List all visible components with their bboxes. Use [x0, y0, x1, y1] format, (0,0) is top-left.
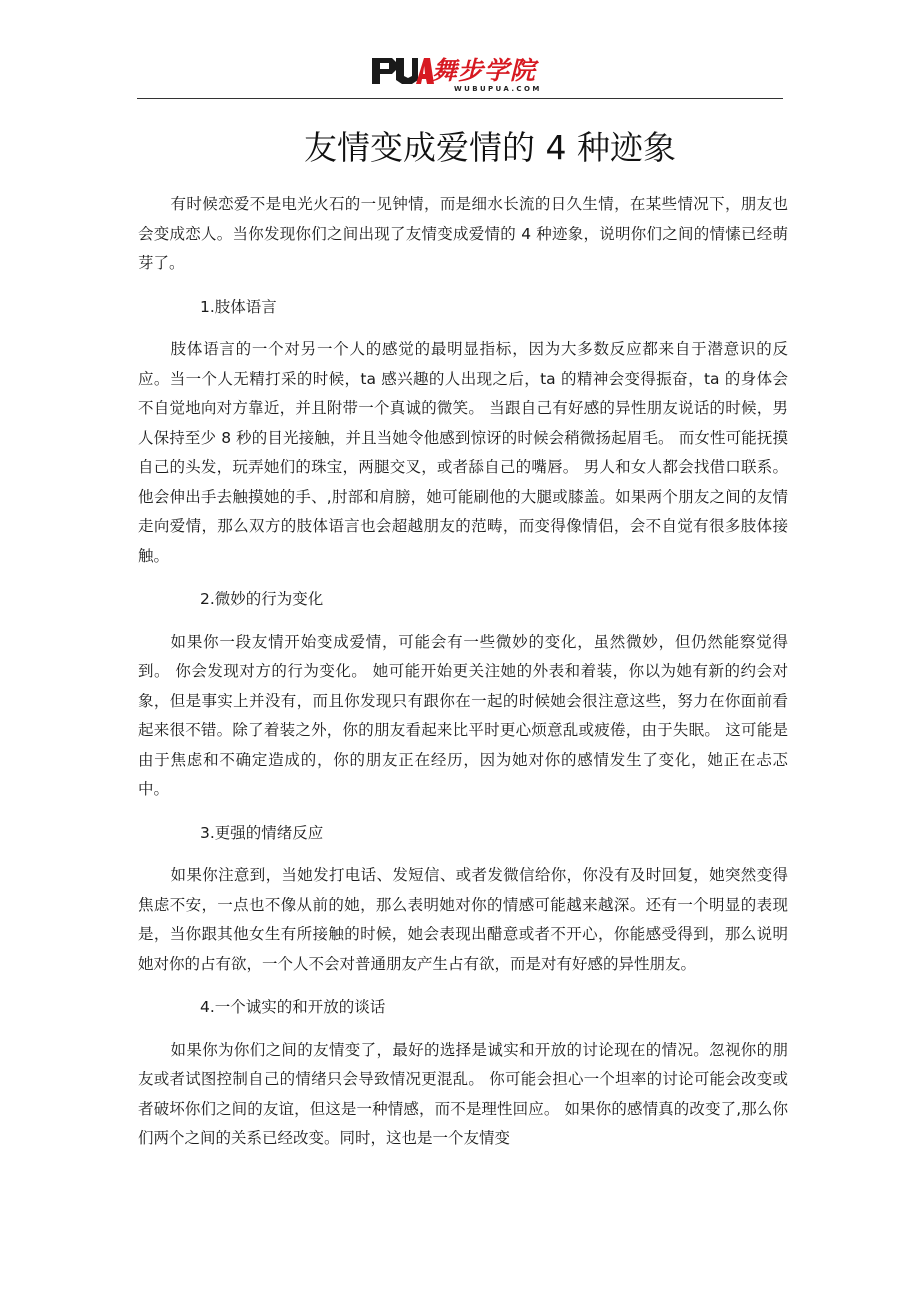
intro-paragraph: 有时候恋爱不是电光火石的一见钟情，而是细水长流的日久生情，在某些情况下，朋友也会变成恋人。当你发现你们之间出现了友情变成爱情的 4 种迹象，说明你们之间的情愫已经萌芽了。 — [138, 195, 788, 272]
logo-url-text: WUBUPUA.COM — [454, 85, 542, 93]
pua-logo-icon — [370, 56, 434, 86]
document-body — [138, 190, 788, 1154]
site-logo — [370, 56, 570, 92]
header-divider — [137, 98, 783, 99]
section-heading-2: 2.微妙的行为变化 — [200, 590, 324, 608]
section-body-3: 如果你注意到，当她发打电话、发短信、或者发微信给你，你没有及时回复，她突然变得焦虑不安，一点也不像从前的她，那么表明她对你的情感可能越来越深。还有一个明显的表现是，当你跟其他女生有所接触的时候，她会表现出醋意或者不开心，你能感受得到，那么说明她对你的占有欲，一个人不会对普通朋友产生占有欲，而是对有好感的异性朋友。 — [138, 866, 788, 973]
section-body-1: 肢体语言的一个对另一个人的感觉的最明显指标，因为大多数反应都来自于潜意识的反应。当一个人无精打采的时候，ta 感兴趣的人出现之后，ta 的精神会变得振奋，ta 的身体会不自觉地向对方靠近，并且附带一个真诚的微笑。 当跟自己有好感的异性朋友说话的时候，男人保持至少 8 秒的目光接触，并且当她令他感到惊讶的时候会稍微扬起眉毛。 而女性可能抚摸自己的头发，玩弄她们的珠宝，两腿交叉，或者舔自己的嘴唇。 男人和女人都会找借口联系。 他会伸出手去触摸她的手、,肘部和肩膀，她可能刷他的大腿或膝盖。如果两个朋友之间的友情走向爱情，那么双方的肢体语言也会超越朋友的范畴，而变得像情侣，会不自觉有很多肢体接触。 — [138, 340, 788, 565]
section-heading-1: 1.肢体语言 — [200, 297, 277, 316]
section-body-4: 如果你为你们之间的友情变了，最好的选择是诚实和开放的讨论现在的情况。忽视你的朋友或者试图控制自己的情绪只会导致情况更混乱。 你可能会担心一个坦率的讨论可能会改变或者破坏你们之间的友谊，但这是一种情感，而不是理性回应。 如果你的感情真的改变了,那么你们两个之间的关系已经改变。同时，这也是一个友情变 — [138, 1040, 788, 1147]
section-body-2: 如果你一段友情开始变成爱情，可能会有一些微妙的变化，虽然微妙，但仍然能察觉得到。 你会发现对方的行为变化。 她可能开始更关注她的外表和着装，你以为她有新的约会对象，但是事实上并没有，而且你发现只有跟你在一起的时候她会很注意这些，努力在你面前看起来很不错。除了着装之外，你的朋友看起来比平时更心烦意乱或疲倦，由于失眠。 这可能是由于焦虑和不确定造成的，你的朋友正在经历，因为她对你的感情发生了变化，她正在忐忑中。 — [138, 632, 788, 798]
logo-chinese-text: 舞步学院 — [432, 56, 537, 85]
document-title: 友情变成爱情的 4 种迹象 — [304, 128, 676, 167]
section-heading-4: 4.一个诚实的和开放的谈话 — [200, 998, 386, 1016]
section-heading-3: 3.更强的情绪反应 — [200, 823, 324, 842]
